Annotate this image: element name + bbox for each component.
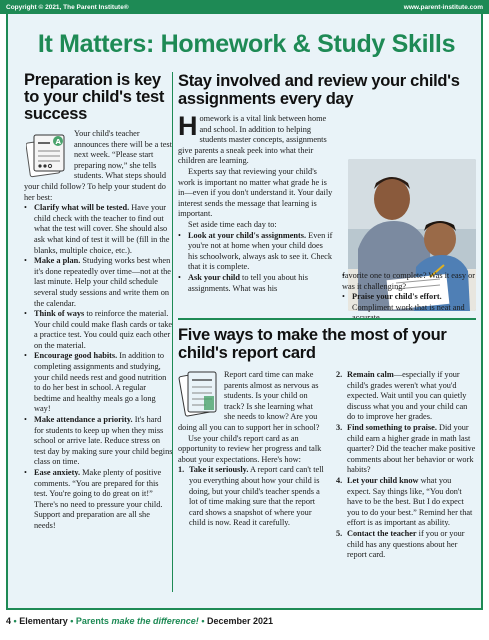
- list-item: 4. Let your child know what you expect. Say things like, “You don't have to be the best. But I do expect you to do your best.” Remind her that effort is as important as ability.: [336, 475, 473, 528]
- right-column: [178, 72, 475, 310]
- section-name: Elementary: [19, 616, 68, 626]
- list-item: • Ease anxiety. Make plenty of positive comments. “You are prepared for this test. You're going to do great on it!” There's no need to pressure your child. Support and preparation are all she needs!: [24, 468, 173, 532]
- left-intro: Your child's teacher announces there will be a test next week. “Please start preparing now,” she tells students. What steps should your child follow? To help your student do her best:: [24, 129, 172, 202]
- brand-tagline: make the difference!: [111, 616, 199, 626]
- report-card-icon: [178, 370, 220, 418]
- list-item: • Make attendance a priority. It's hard for students to keep up when they miss school or arrive late. Reduce stress on test day by making sure your child begins class on time.: [24, 415, 173, 468]
- left-body: [24, 129, 173, 532]
- right-bottom-heading: Five ways to make the most of your child's report card: [178, 326, 447, 362]
- list-item: • Think of ways to reinforce the material. Your child could make flash cards or take a practice test. You could quiz each other on the material.: [24, 309, 173, 351]
- report-list-b: [336, 370, 476, 561]
- copyright: Copyright © 2021, The Parent Institute®: [6, 3, 129, 11]
- website: www.parent-institute.com: [403, 3, 483, 11]
- right-top-heading: Stay involved and review your child's assignments every day: [178, 72, 460, 108]
- list-item: 2. Remain calm—especially if your child's grades weren't what you'd expected. Wait until you can quietly discuss what you and your child can do to improve her grades.: [336, 370, 468, 422]
- report-left-col: Report card time can make parents almost as nervous as students. Is your child on track? Is she learning what she needs to know? Are you doing all you can to support her in school? Use your child's report card as an opportunity to review her progress and talk about your expectations. Here's how: 1. Take it seriously. A report card can't tell you everything about how your child is doing, but your child's teacher spends a lot of time making sure that the report card shows a snapshot of where your child is now. Read it carefully.: [178, 370, 326, 529]
- left-heading: Preparation is key to your child's test success: [24, 71, 165, 123]
- brand-name: Parents: [75, 616, 109, 626]
- list-item: • Make a plan. Studying works best when it's done repeatedly over time—not at the last minute. Help your child schedule several study sessions and write them on the calendar.: [24, 256, 173, 309]
- list-item: • Clarify what will be tested. Have your child check with the teacher to find out what the test will cover. She should also ask what kind of test it will be (fill in the blanks, multiple choice, etc.).: [24, 203, 173, 256]
- list-item: 5. Contact the teacher if you or your child has any questions about her report card.: [336, 528, 465, 560]
- page-footer: 4 • Elementary • Parents make the difference! • December 2021: [6, 616, 274, 626]
- right-top-body: [178, 111, 476, 312]
- test-paper-icon: [26, 131, 70, 179]
- report-list-a: [178, 465, 326, 529]
- list-item: • Encourage good habits. In addition to completing assignments and studying, your child needs rest and good nutrition to do her best in school. A regular bedtime and healthy meals go a long way!: [24, 351, 173, 415]
- right-top-list: [178, 231, 334, 295]
- list-item: 3. Find something to praise. Did your child earn a higher grade in math last quarter? Did the teacher make positive comments about her behavior or work habits?: [336, 422, 476, 475]
- right-top-continued: [342, 271, 476, 324]
- right-top-text: Homework is a vital link between home and school. In addition to helping students master concepts, assignments give parents a sneak peek into what their children are learning. Experts say that reviewing your child's work is important no matter what grade he is in—even if you don't understand it. Your daily interest sends the message that learning is important. Set aside time each day to: • Look at your child's assignments. Even if you're not at home when your child does his schoolwork, always ask to see it. Check that it is complete. • Ask your child to tell you about his assignments. What was his: [178, 114, 334, 294]
- column-divider: [172, 72, 173, 592]
- svg-text:A: A: [55, 138, 61, 146]
- right-bottom-article: [178, 326, 476, 560]
- issue-date: December 2021: [206, 616, 274, 626]
- list-item: • Praise your child's effort. Compliment work that is neat and: [342, 292, 476, 324]
- page-number: 4: [6, 616, 12, 626]
- list-item: 1. Take it seriously. A report card can't tell you everything about how your child is doing, but your child's teacher spends a lot of time making sure that the report card shows a snapshot of where your child is now. Read it carefully.: [178, 465, 324, 528]
- top-bar: [0, 0, 489, 14]
- report-right-col: [336, 370, 476, 561]
- section-divider: [178, 318, 476, 320]
- left-article: [24, 72, 173, 532]
- list-item-continued: • favorite one to complete? Was it easy or was it challenging?: [342, 271, 476, 292]
- left-list: [24, 203, 173, 531]
- drop-cap: H: [178, 111, 198, 141]
- page-title: It Matters: Homework & Study Skills: [37, 30, 456, 58]
- list-item: • Look at your child's assignments. Even if you're not at home when your child does his schoolwork, always ask to see it. Check that it is complete.: [178, 231, 334, 273]
- list-item: • Ask your child to tell you about his assignments. What was his: [178, 273, 334, 294]
